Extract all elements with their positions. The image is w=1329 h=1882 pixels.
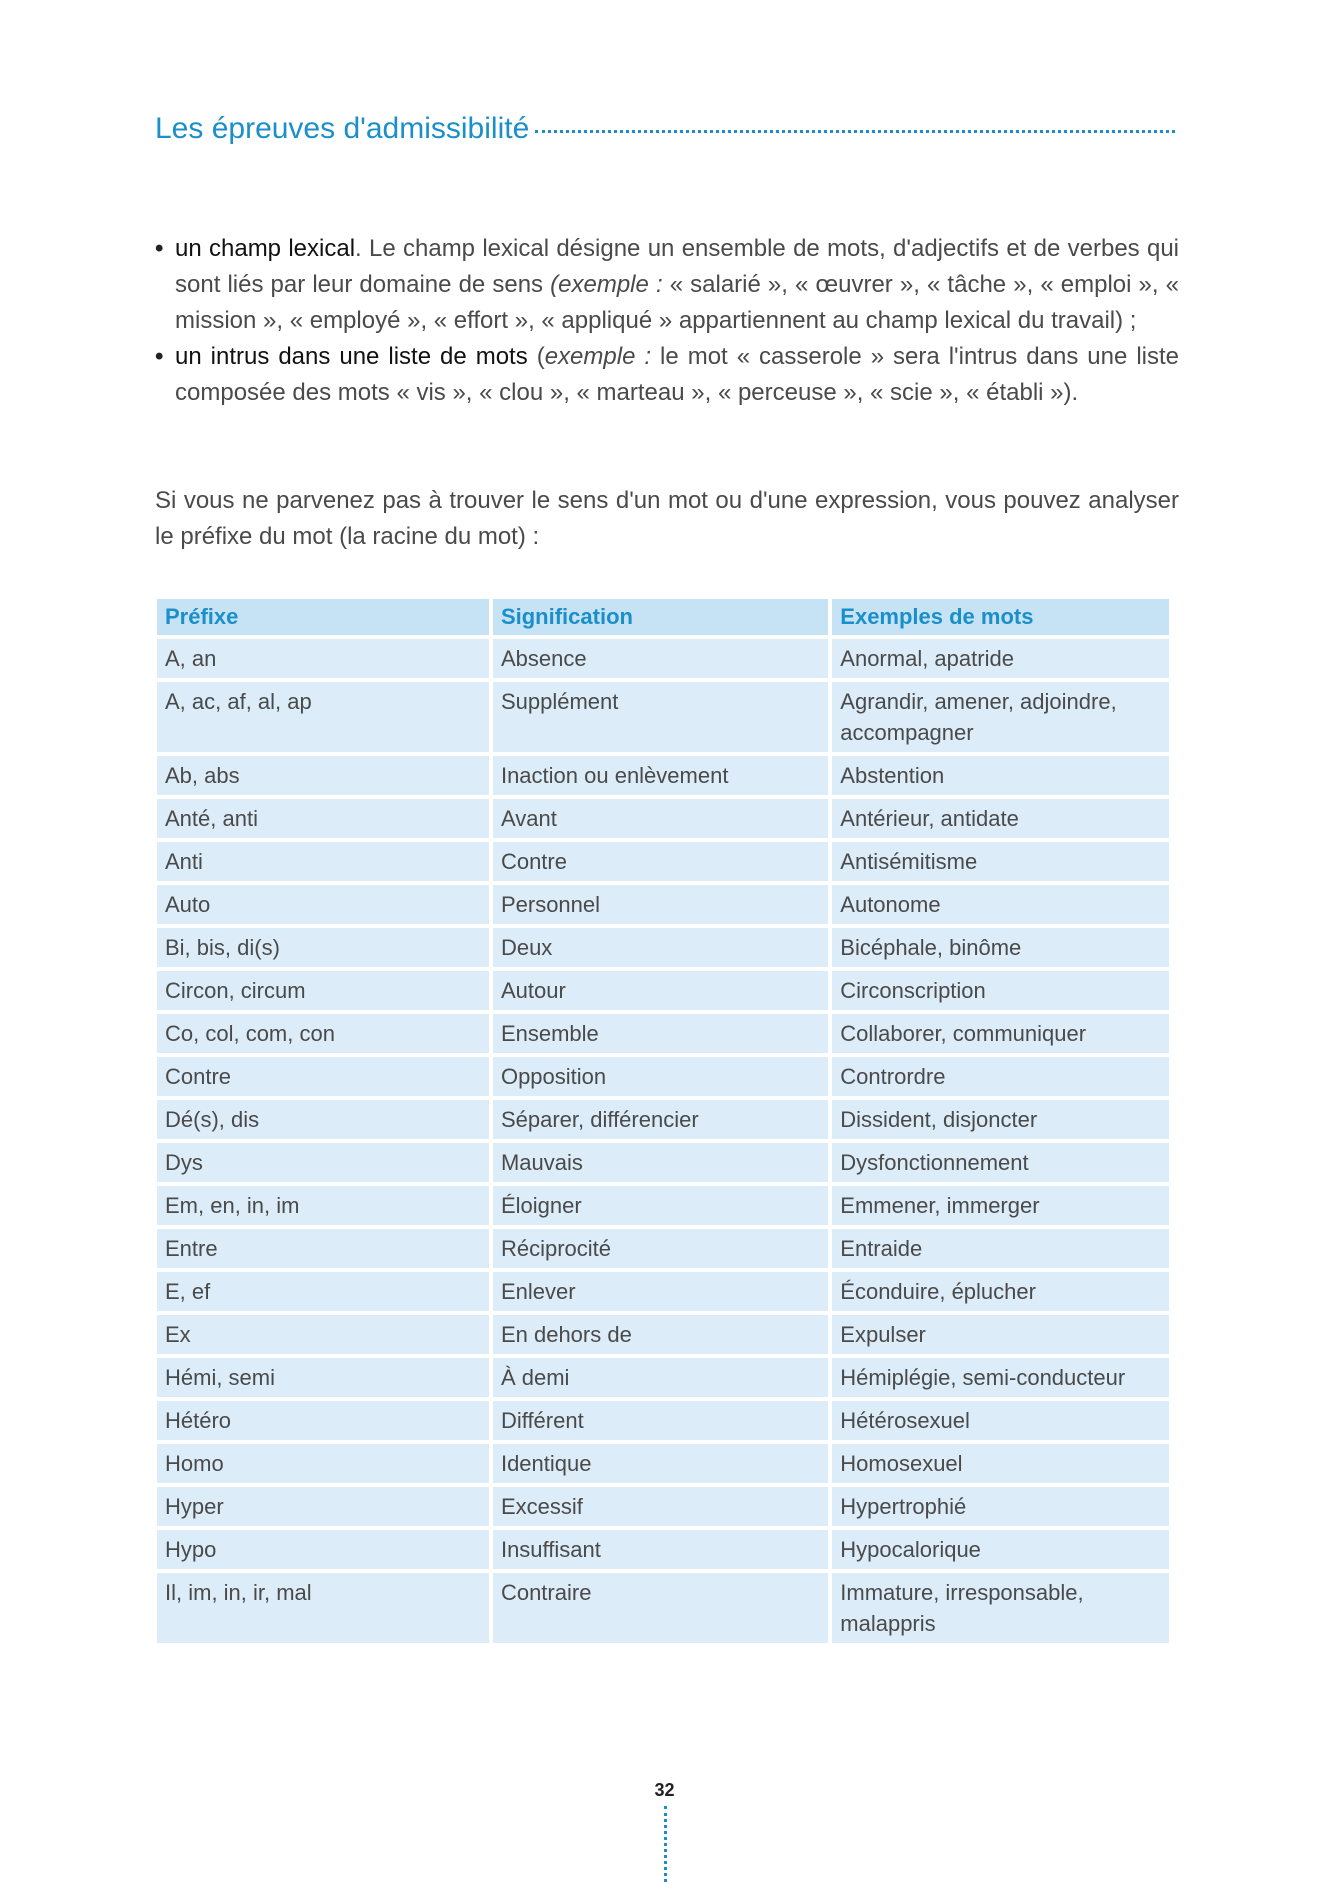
bullet-example-label: exemple : [544,343,652,370]
cell-prefix: Dys [157,1143,489,1182]
cell-prefix: Hypo [157,1530,489,1569]
cell-prefix: Auto [157,885,489,924]
cell-meaning: Enlever [493,1272,828,1311]
cell-examples: Autonome [832,885,1169,924]
cell-prefix: Il, im, in, ir, mal [157,1573,489,1643]
cell-prefix: Dé(s), dis [157,1100,489,1139]
cell-meaning: Deux [493,928,828,967]
bullet-term: un champ lexical [175,235,356,262]
cell-examples: Circonscription [832,971,1169,1010]
table-row [157,1186,1169,1225]
table-row [157,1315,1169,1354]
cell-examples: Collaborer, communiquer [832,1014,1169,1053]
cell-meaning: Réciprocité [493,1229,828,1268]
bullet-text: le mot « casserole » sera l'intrus dans une liste composée des mots « vis », « clou », « marteau », « perceuse », « scie », « établi »). [175,343,1180,406]
table-row [157,1100,1169,1139]
cell-prefix: E, ef [157,1272,489,1311]
intro-paragraph: Si vous ne parvenez pas à trouver le sens d'un mot ou d'une expression, vous pouvez analyser le préfixe du mot (la racine du mot) : [155,487,1179,550]
cell-meaning: Contraire [493,1573,828,1643]
cell-examples: Contrordre [832,1057,1169,1096]
cell-prefix: A, ac, af, al, ap [157,682,489,752]
cell-examples: Hypocalorique [832,1530,1169,1569]
cell-prefix: Anté, anti [157,799,489,838]
cell-examples: Hétérosexuel [832,1401,1169,1440]
table-header-row [157,599,1169,635]
column-header-examples: Exemples de mots [832,599,1169,635]
cell-meaning: Différent [493,1401,828,1440]
cell-meaning: Identique [493,1444,828,1483]
section-title: Les épreuves d'admissibilité [155,112,530,145]
cell-prefix: Entre [157,1229,489,1268]
cell-meaning: Inaction ou enlèvement [493,756,828,795]
cell-examples: Agrandir, amener, adjoindre, accompagner [832,682,1169,752]
cell-meaning: Avant [493,799,828,838]
cell-meaning: Séparer, différencier [493,1100,828,1139]
bullet-example-label: (exemple : [550,271,663,298]
cell-meaning: Personnel [493,885,828,924]
cell-examples: Emmener, immerger [832,1186,1169,1225]
cell-prefix: Homo [157,1444,489,1483]
cell-meaning: Mauvais [493,1143,828,1182]
cell-examples: Dysfonctionnement [832,1143,1169,1182]
cell-prefix: Hémi, semi [157,1358,489,1397]
table-row [157,682,1169,752]
cell-examples: Anormal, apatride [832,639,1169,678]
cell-meaning: Opposition [493,1057,828,1096]
bullet-text: « salarié », « œuvrer », « tâche », « emploi », « mission », « employé », « effort », « appliqué » appartiennent au champ lexical du travail) ; [175,271,1179,334]
bullet-dot: • [155,343,164,370]
cell-examples: Bicéphale, binôme [832,928,1169,967]
section-header [155,112,1175,146]
table-row [157,1487,1169,1526]
cell-examples: Abstention [832,756,1169,795]
cell-prefix: A, an [157,639,489,678]
table-row [157,1014,1169,1053]
table-row [157,1573,1169,1643]
cell-meaning: Ensemble [493,1014,828,1053]
cell-meaning: En dehors de [493,1315,828,1354]
bullet-term: un intrus dans une liste de mots [175,343,528,370]
cell-prefix: Circon, circum [157,971,489,1010]
column-header-meaning: Signification [493,599,828,635]
table-row [157,1401,1169,1440]
column-header-prefix: Préfixe [157,599,489,635]
prefix-table [153,595,1173,1647]
table-row [157,885,1169,924]
table-row [157,639,1169,678]
table-row [157,1444,1169,1483]
cell-meaning: Éloigner [493,1186,828,1225]
cell-meaning: Autour [493,971,828,1010]
table-row [157,1358,1169,1397]
cell-meaning: Contre [493,842,828,881]
cell-meaning: Absence [493,639,828,678]
cell-prefix: Ab, abs [157,756,489,795]
cell-prefix: Contre [157,1057,489,1096]
bullet-item [155,339,1179,411]
cell-examples: Hypertrophié [832,1487,1169,1526]
cell-examples: Hémiplégie, semi-conducteur [832,1358,1169,1397]
table-row [157,1143,1169,1182]
cell-prefix: Co, col, com, con [157,1014,489,1053]
cell-prefix: Hétéro [157,1401,489,1440]
bullet-dot: • [155,235,164,262]
table-row [157,756,1169,795]
cell-examples: Immature, irresponsable, malappris [832,1573,1169,1643]
cell-examples: Éconduire, éplucher [832,1272,1169,1311]
table-row [157,971,1169,1010]
table-row [157,928,1169,967]
table-row [157,1057,1169,1096]
title-dotted-leader [535,130,1175,133]
bullet-text: ( [527,343,545,370]
page-dotted-line [664,1806,667,1882]
page-number: 32 [654,1780,675,1800]
cell-meaning: Excessif [493,1487,828,1526]
cell-examples: Antérieur, antidate [832,799,1169,838]
table-row [157,1272,1169,1311]
cell-prefix: Hyper [157,1487,489,1526]
cell-prefix: Ex [157,1315,489,1354]
cell-examples: Expulser [832,1315,1169,1354]
cell-meaning: Insuffisant [493,1530,828,1569]
cell-prefix: Anti [157,842,489,881]
cell-examples: Dissident, disjoncter [832,1100,1169,1139]
cell-examples: Antisémitisme [832,842,1169,881]
cell-meaning: À demi [493,1358,828,1397]
bullet-list [155,231,1179,411]
table-row [157,1530,1169,1569]
bullet-item [155,231,1179,339]
bullet-text: . Le champ lexical désigne un ensemble de mots, d'adjectifs et de verbes qui sont liés par leur domaine de sens [175,235,1179,298]
cell-prefix: Em, en, in, im [157,1186,489,1225]
table-body [157,639,1169,1643]
cell-prefix: Bi, bis, di(s) [157,928,489,967]
cell-examples: Entraide [832,1229,1169,1268]
table-row [157,842,1169,881]
table-row [157,799,1169,838]
cell-examples: Homosexuel [832,1444,1169,1483]
cell-meaning: Supplément [493,682,828,752]
table-row [157,1229,1169,1268]
